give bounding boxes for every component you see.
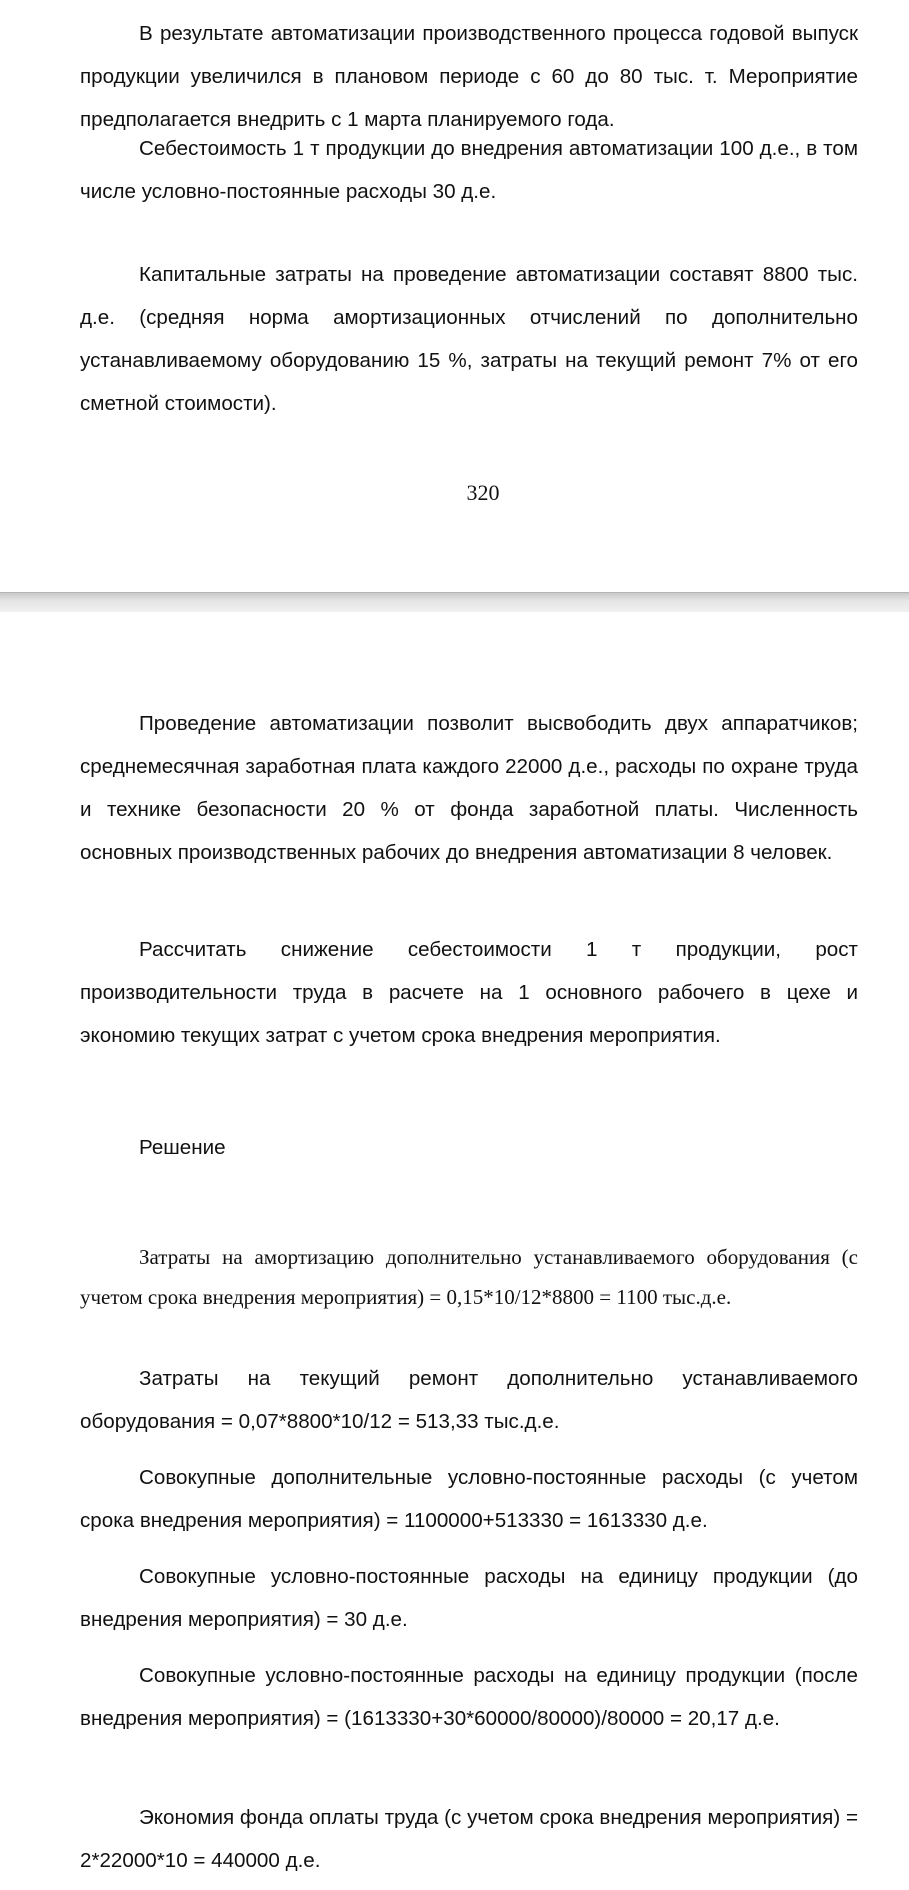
problem-paragraph-3: Капитальные затраты на проведение автоматизации составят 8800 тыс. д.е. (средняя норма амортизационных отчислений по дополнительно устанавливаемому оборудованию 15 %, затраты на текущий ремонт 7% от его сметной стоимости). xyxy=(80,263,858,415)
solution-step-fixed-costs-unit-after: Совокупные условно-постоянные расходы на единицу продукции (после внедрения мероприятия) = (1613330+30*60000/80000)/80000 = 20,17 д.е. xyxy=(80,1664,858,1730)
solution-step-wage-savings: Экономия фонда оплаты труда (с учетом срока внедрения мероприятия) = 2*22000*10 = 440000 д.е. xyxy=(80,1806,858,1872)
problem-paragraph-1: В результате автоматизации производственного процесса годовой выпуск продукции увеличился в плановом периоде с 60 до 80 тыс. т. Мероприятие предполагается внедрить с 1 марта планируемого года. xyxy=(80,22,858,131)
solution-step-fixed-costs-total: Совокупные дополнительные условно-постоянные расходы (с учетом срока внедрения мероприятия) = 1100000+513330 = 1613330 д.е. xyxy=(80,1466,858,1532)
solution-step-repair: Затраты на текущий ремонт дополнительно устанавливаемого оборудования = 0,07*8800*10/12 = 513,33 тыс.д.е. xyxy=(80,1367,858,1433)
page-number: 320 xyxy=(466,480,500,505)
solution-heading: Решение xyxy=(139,1136,226,1159)
solution-step-amortization: Затраты на амортизацию дополнительно устанавливаемого оборудования (с учетом срока внедрения мероприятия) = 0,15*10/12*8800 = 1100 тыс.д.е. xyxy=(80,1245,858,1309)
problem-paragraph-2: Себестоимость 1 т продукции до внедрения автоматизации 100 д.е., в том числе условно-постоянные расходы 30 д.е. xyxy=(80,137,858,203)
page-separator xyxy=(0,592,909,614)
solution-step-fixed-costs-unit-before: Совокупные условно-постоянные расходы на единицу продукции (до внедрения мероприятия) = 30 д.е. xyxy=(80,1565,858,1631)
problem-paragraph-5: Рассчитать снижение себестоимости 1 т продукции, рост производительности труда в расчете на 1 основного рабочего в цехе и экономию текущих затрат с учетом срока внедрения мероприятия. xyxy=(80,938,858,1047)
problem-paragraph-4: Проведение автоматизации позволит высвободить двух аппаратчиков; среднемесячная заработная плата каждого 22000 д.е., расходы по охране труда и технике безопасности 20 % от фонда заработной платы. Численность основных производственных рабочих до внедрения автоматизации 8 человек. xyxy=(80,712,858,864)
document-page-top xyxy=(0,0,909,594)
